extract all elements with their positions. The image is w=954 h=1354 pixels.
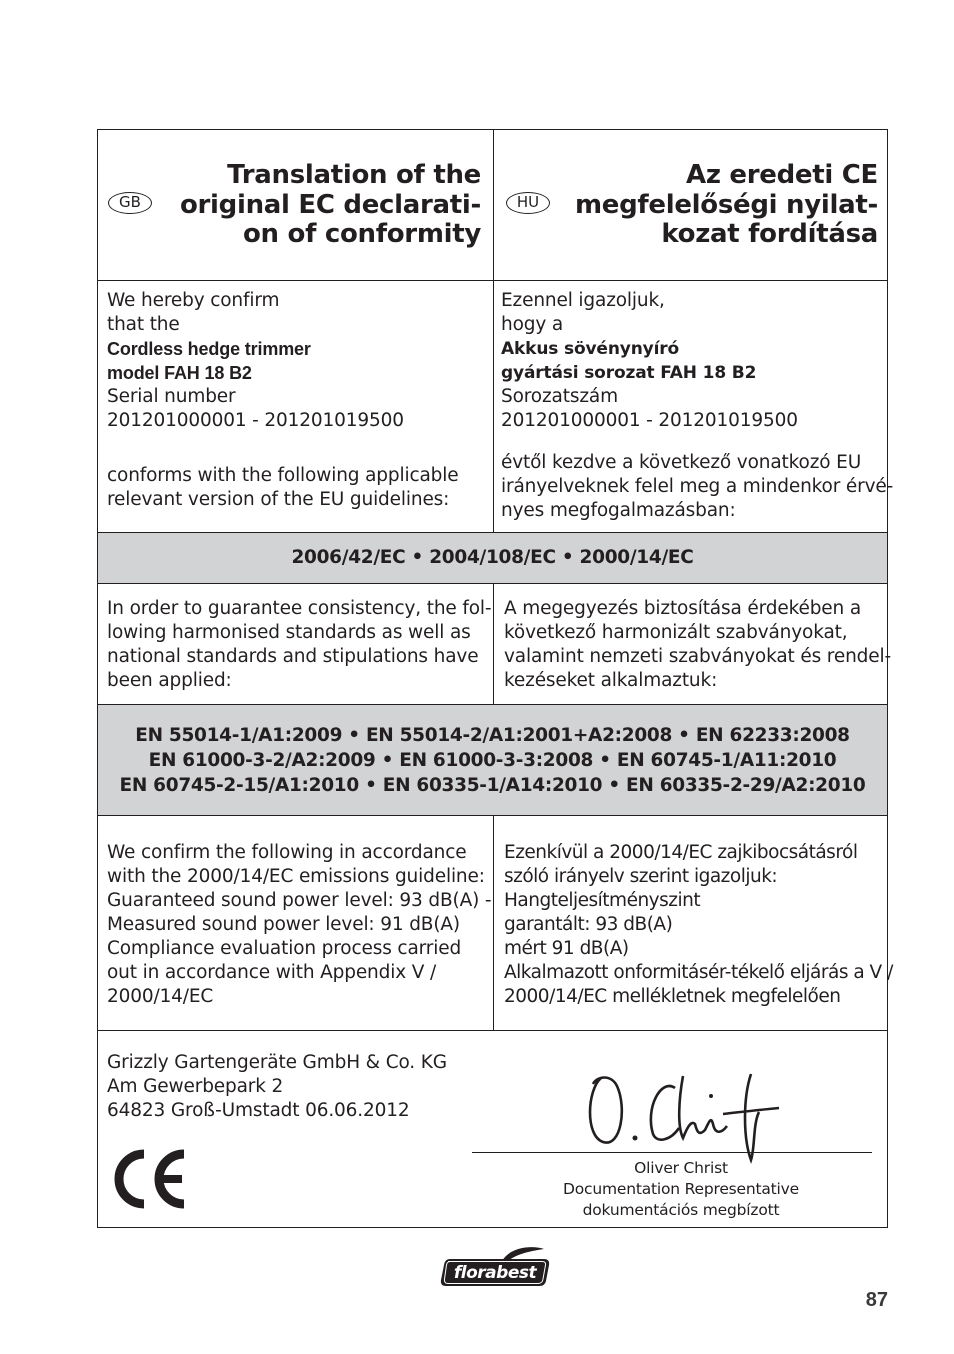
- hu-standards-intro: A megegyezés biztosítása érdekében a következő harmonizált szabványokat, valamint nemzeti szabványokat és rendel- kezéseket alkalmaztuk:: [504, 598, 891, 691]
- hu-emissions-statement: Ezenkívül a 2000/14/EC zajkibocsátásról szóló irányelv szerint igazoljuk: Hangteljesítményszint garantált: 93 dB(A) mért 91 dB(A) Alkalmazott onformitásér-tékelő eljárás a V / 2000/14/EC mellékletnek megfelelően: [504, 842, 893, 1007]
- divider: [98, 532, 887, 533]
- signature-icon: [583, 1068, 783, 1168]
- gb-confirmation: We hereby confirm that the Cordless hedge trimmer model FAH 18 B2 Serial number 201201000001 - 201201019500: [107, 290, 404, 431]
- hu-conformity-text: évtől kezdve a következő vonatkozó EU irányelveknek felel meg a mindenkor érvé- nyes megfogalmazásban:: [501, 452, 894, 521]
- gb-emissions-statement: We confirm the following in accordance with the 2000/14/EC emissions guideline: Guaranteed sound power level: 93 dB(A) - Measured sound power level: 91 dB(A) Compliance evaluation process carried out in accordance with Appendix V / 2000/14/EC: [107, 842, 492, 1007]
- product-model: gyártási sorozat FAH 18 B2: [501, 363, 757, 383]
- column-divider: [493, 815, 494, 1030]
- svg-text:florabest: florabest: [453, 1263, 537, 1283]
- hu-confirmation: Ezennel igazoljuk, hogy a Akkus sövénynyíró gyártási sorozat FAH 18 B2 Sorozatszám 201201000001 - 201201019500: [501, 290, 798, 431]
- column-divider: [493, 583, 494, 704]
- directives-list: 2006/42/EC • 2004/108/EC • 2000/14/EC: [291, 547, 694, 568]
- florabest-logo: [440, 1245, 552, 1293]
- ce-mark-icon: [110, 1148, 192, 1210]
- hu-language-badge: HU: [506, 192, 550, 214]
- signatory-block: Oliver Christ Documentation Representative dokumentációs megbízott: [472, 1158, 890, 1221]
- divider: [98, 704, 887, 705]
- product-name: Akkus sövénynyíró: [501, 339, 680, 359]
- gb-conformity-text: conforms with the following applicable relevant version of the EU guidelines:: [107, 465, 459, 510]
- page-number: 87: [865, 1289, 888, 1311]
- column-divider: [493, 130, 494, 532]
- divider: [98, 1030, 887, 1031]
- gb-standards-intro: In order to guarantee consistency, the fol- lowing harmonised standards as well as national standards and stipulations have been applied:: [107, 598, 492, 691]
- signatory-name: Oliver Christ: [634, 1159, 728, 1177]
- standards-list: EN 55014-1/A1:2009 • EN 55014-2/A1:2001+A2:2008 • EN 62233:2008 EN 61000-3-2/A2:2009 • EN 61000-3-3:2008 • EN 60745-1/A11:2010 EN 60745-2-15/A1:2010 • EN 60335-1/A14:2010 • EN 60335-2-29/A2:2010: [119, 725, 866, 796]
- place-date: 64823 Groß-Umstadt 06.06.2012: [107, 1100, 410, 1121]
- product-model: model FAH 18 B2: [107, 363, 252, 383]
- serial-range: 201201000001 - 201201019500: [501, 410, 798, 431]
- hu-title: Az eredeti CE megfelelőségi nyilat- kozat fordítása: [574, 160, 878, 249]
- declaration-frame: [97, 129, 894, 1228]
- company-name: Grizzly Gartengeräte GmbH & Co. KG: [107, 1052, 447, 1073]
- gb-language-badge: GB: [108, 192, 152, 214]
- gb-title: Translation of the original EC declarati- on of conformity: [179, 160, 481, 249]
- serial-range: 201201000001 - 201201019500: [107, 410, 404, 431]
- signature-line: [472, 1152, 872, 1153]
- company-address: Grizzly Gartengeräte GmbH & Co. KG Am Gewerbepark 2 64823 Groß-Umstadt 06.06.2012: [107, 1052, 447, 1121]
- product-name: Cordless hedge trimmer: [107, 339, 311, 359]
